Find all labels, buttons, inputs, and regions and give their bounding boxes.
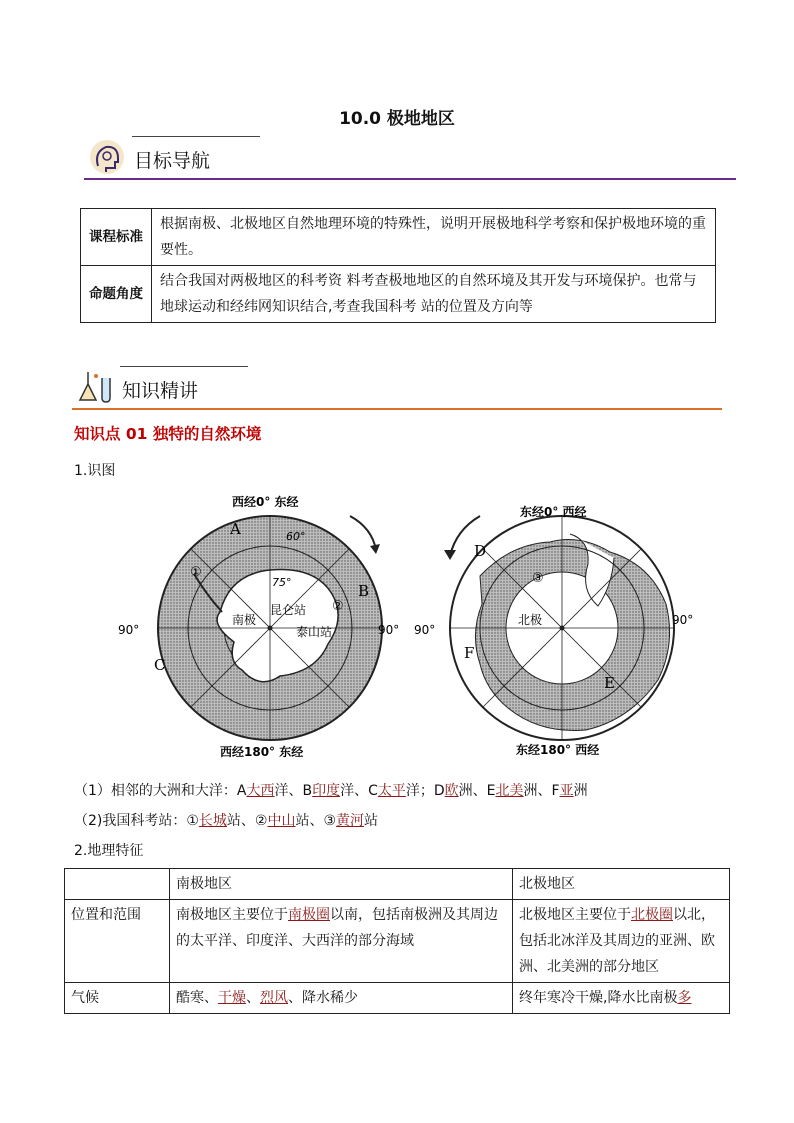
north-map-bottom-label: 东经180° 西经 (516, 743, 600, 757)
north-map-left-label: 90° (414, 623, 436, 637)
row-header: 课程标准 (81, 209, 152, 266)
south-map-left-label: 90° (118, 623, 140, 637)
row-label: 位置和范围 (65, 900, 170, 983)
row-header: 命题角度 (81, 266, 152, 323)
features-table (64, 868, 730, 1014)
south-polar-map (158, 516, 382, 740)
cell-south: 南极地区主要位于南极圈以南，包括南极洲及其周边的太平洋、印度洋、大西洋的部分海域 (170, 900, 513, 983)
answer-blank: 黄河 (336, 813, 365, 829)
cell-north: 终年寒冷干燥,降水比南极多 (513, 983, 730, 1014)
table-row (65, 869, 730, 900)
row-content: 根据南极、北极地区自然地理环境的特殊性，说明开展极地科学考察和保护极地环境的重要性。 (152, 209, 716, 266)
section-label-nav: 目标导航 (134, 150, 211, 172)
answer-blank: 太平 (377, 783, 406, 799)
answer-line-1: （1）相邻的大洲和大洋：A大西洋、B印度洋、C太平洋；D欧洲、E北美洲、F亚洲 (74, 783, 588, 799)
south-map-right-label: 90° (378, 623, 400, 637)
south-lat-60: 60° (286, 530, 306, 543)
brain-head-icon (88, 138, 126, 176)
header-cell: 南极地区 (170, 869, 513, 900)
station-taishan: 泰山站 (296, 625, 333, 639)
section-header-nav (84, 136, 736, 180)
answer-blank: 北美 (495, 783, 524, 799)
knowledge-point-title: 知识点 01 独特的自然环境 (74, 425, 262, 443)
header-cell: 北极地区 (513, 869, 730, 900)
header-cell (65, 869, 170, 900)
answer-blank: 欧 (444, 783, 459, 799)
item1-title: 1.识图 (74, 463, 116, 479)
row-label: 气候 (65, 983, 170, 1014)
station-kunlun: 昆仑站 (270, 603, 307, 617)
answer-blank: 长城 (198, 813, 227, 829)
letter-a: A (230, 520, 241, 538)
item2-title: 2.地理特征 (74, 843, 144, 859)
letter-e: E (604, 674, 615, 692)
south-map-top-label: 西经0° 东经 (232, 495, 299, 509)
table-row (65, 900, 730, 983)
letter-c: C (154, 656, 166, 674)
polar-maps (110, 494, 700, 760)
south-lat-75: 75° (272, 576, 292, 589)
north-map-top-label: 东经0° 西经 (520, 505, 587, 519)
north-pole-label: 北极 (518, 613, 543, 627)
answer-blank: 印度 (312, 783, 341, 799)
south-map-bottom-label: 西经180° 东经 (220, 745, 304, 759)
south-pole-label: 南极 (232, 613, 257, 627)
lab-flask-icon (76, 368, 114, 406)
table-row (81, 266, 716, 323)
cell-north: 北极地区主要位于北极圈以北，包括北冰洋及其周边的亚洲、欧洲、北美洲的部分地区 (513, 900, 730, 983)
letter-f: F (464, 644, 475, 662)
answer-line-2: （2)我国科考站：①长城站、②中山站、③黄河站 (74, 813, 379, 829)
marker-1: ① (190, 565, 202, 580)
table-row (81, 209, 716, 266)
north-map-right-label: 90° (672, 613, 694, 627)
answer-blank: 大西 (246, 783, 275, 799)
marker-3: ③ (532, 571, 544, 586)
cell-south: 酷寒、干燥、烈风、降水稀少 (170, 983, 513, 1014)
letter-d: D (474, 542, 487, 560)
goals-table (80, 208, 716, 323)
section-header-knowledge (72, 366, 722, 410)
answer-blank: 中山 (267, 813, 296, 829)
letter-b: B (358, 582, 370, 600)
page-title: 10.0 极地地区 (339, 109, 455, 129)
row-content: 结合我国对两极地区的科考资 料考查极地地区的自然环境及其开发与环境保护。也常与地球运动和经纬网知识结合,考查我国科考 站的位置及方向等 (152, 266, 716, 323)
marker-2: ② (332, 599, 344, 614)
table-row (65, 983, 730, 1014)
section-label-knowledge: 知识精讲 (122, 380, 199, 402)
answer-blank: 亚 (559, 783, 574, 799)
